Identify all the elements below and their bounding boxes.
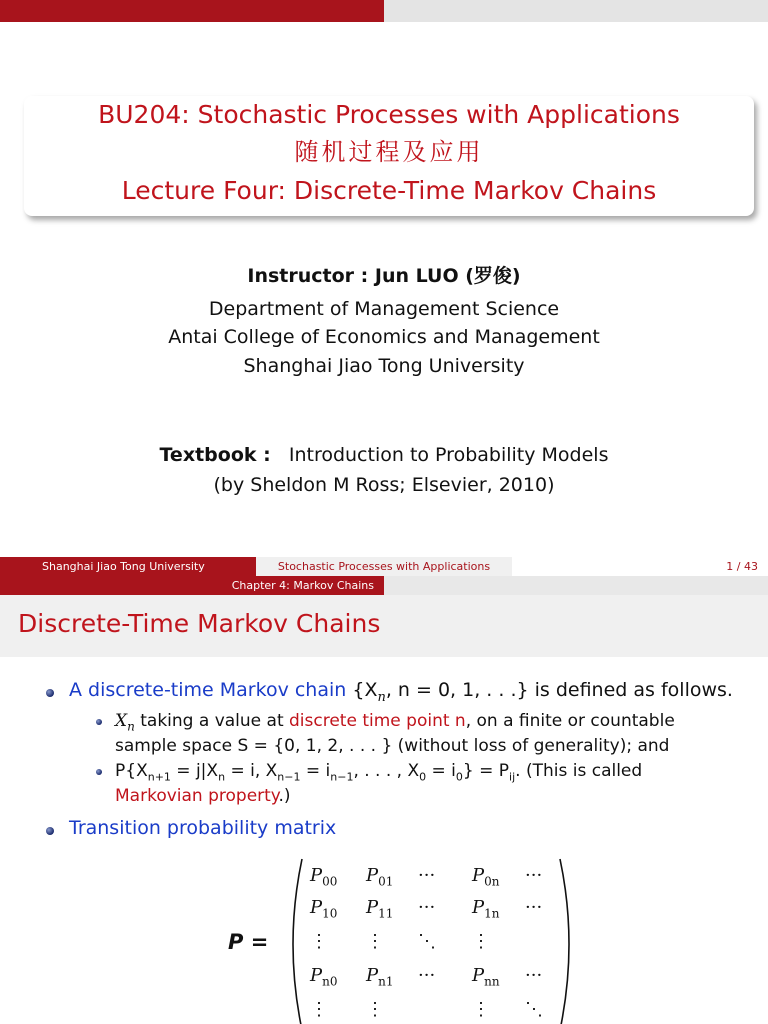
matrix-cell: ⋮ bbox=[472, 999, 490, 1020]
textbook-author: (by Sheldon M Ross; Elsevier, 2010) bbox=[213, 474, 555, 496]
matrix-cell: ⋱ bbox=[525, 999, 543, 1020]
matrix-cell: $P_{n0}$ bbox=[310, 965, 338, 989]
chapter-bar-right bbox=[384, 576, 768, 595]
matrix-cell: $P_{n1}$ bbox=[366, 965, 394, 989]
mp-part: = j|X bbox=[170, 761, 219, 781]
right-paren-icon bbox=[558, 857, 580, 1024]
markovian-property-line bbox=[115, 784, 291, 809]
college: Antai College of Economics and Management bbox=[168, 326, 600, 348]
footer-page-number: 1 / 43 bbox=[512, 557, 768, 576]
matrix-cell: $P_{0n}$ bbox=[472, 865, 500, 889]
chapter-label: Chapter 4: Markov Chains bbox=[231, 579, 374, 592]
sub-bullet-icon bbox=[96, 719, 102, 725]
matrix-cell: ··· bbox=[525, 897, 543, 918]
matrix-cell: ⋮ bbox=[366, 999, 384, 1020]
mp-sub: 0 bbox=[455, 770, 463, 784]
set-open: {X bbox=[352, 679, 378, 701]
sub1-text: taking a value at bbox=[134, 711, 290, 731]
frame-title: Discrete-Time Markov Chains bbox=[18, 609, 381, 638]
set-rest: , n = 0, 1, . . .} is defined as follows. bbox=[385, 679, 733, 701]
sub-bullet-icon bbox=[96, 769, 102, 775]
header-bar-right bbox=[384, 0, 768, 22]
title-box bbox=[24, 96, 754, 216]
left-paren-icon bbox=[282, 857, 304, 1024]
matrix-cell: $P_{11}$ bbox=[366, 897, 394, 921]
mp-part: = i bbox=[300, 761, 331, 781]
bullet-icon bbox=[46, 689, 54, 697]
textbook-title: Introduction to Probability Models bbox=[288, 444, 609, 466]
mp-part: , . . . , X bbox=[353, 761, 420, 781]
bullet-transition-matrix: Transition probability matrix bbox=[69, 817, 337, 839]
footer bbox=[0, 557, 768, 576]
sub1-text-end: , on a finite or countable bbox=[465, 711, 675, 731]
mp-sub: n−1 bbox=[277, 770, 301, 784]
course-title-chinese: 随机过程及应用 bbox=[294, 138, 484, 166]
markovian-property-term: Markovian property bbox=[115, 786, 279, 806]
lecture-title: Lecture Four: Discrete-Time Markov Chains bbox=[121, 176, 657, 205]
xn-subscript: n bbox=[127, 719, 135, 734]
bullet-icon bbox=[46, 827, 54, 835]
markov-chain-term: A discrete-time Markov chain bbox=[69, 679, 347, 701]
content-slide bbox=[0, 557, 768, 1024]
mp-part: . (This is called bbox=[515, 761, 643, 781]
mp-sub: n+1 bbox=[147, 770, 171, 784]
set-subscript: n bbox=[377, 689, 386, 705]
footer-course: Stochastic Processes with Applications bbox=[256, 557, 512, 576]
mp-sub: n bbox=[218, 770, 226, 784]
matrix-cell: $P_{nn}$ bbox=[472, 965, 500, 989]
matrix-cell: ··· bbox=[525, 965, 543, 986]
mp-part: = i bbox=[426, 761, 456, 781]
matrix-cell: ··· bbox=[418, 865, 436, 886]
mp-part: P{X bbox=[115, 761, 148, 781]
matrix-cell: ··· bbox=[418, 965, 436, 986]
footer-university: Shanghai Jiao Tong University bbox=[0, 557, 256, 576]
matrix-cell: $P_{01}$ bbox=[366, 865, 394, 889]
matrix-cell: $P_{1n}$ bbox=[472, 897, 500, 921]
matrix-cell: ⋮ bbox=[366, 931, 384, 952]
bullet-markov-chain bbox=[69, 679, 733, 705]
matrix-cell: ⋮ bbox=[310, 931, 328, 952]
matrix-cell: ··· bbox=[525, 865, 543, 886]
mp-sub: n−1 bbox=[330, 770, 354, 784]
matrix-cell: $P_{10}$ bbox=[310, 897, 338, 921]
mp-sub: 0 bbox=[419, 770, 427, 784]
matrix-cell: ⋱ bbox=[418, 931, 436, 952]
mp-end: .) bbox=[278, 786, 291, 806]
matrix-cell: ⋮ bbox=[310, 999, 328, 1020]
department: Department of Management Science bbox=[208, 298, 560, 320]
matrix-label: P = bbox=[228, 930, 269, 954]
course-title: BU204: Stochastic Processes with Applications bbox=[98, 100, 680, 129]
mp-part: = i, X bbox=[225, 761, 278, 781]
xn-symbol: X bbox=[115, 711, 128, 731]
sub-bullet-state-space-line2: sample space S = {0, 1, 2, . . . } (without loss of generality); and bbox=[115, 736, 670, 756]
instructor: Instructor : Jun LUO (罗俊) bbox=[247, 265, 521, 287]
textbook-line bbox=[0, 444, 768, 466]
matrix-cell: ··· bbox=[418, 897, 436, 918]
discrete-time-point-term: discrete time point n bbox=[289, 711, 466, 731]
matrix-cell: ⋮ bbox=[472, 931, 490, 952]
header-bar-left bbox=[0, 0, 384, 22]
matrix-cell: $P_{00}$ bbox=[310, 865, 338, 889]
university: Shanghai Jiao Tong University bbox=[243, 355, 525, 377]
mp-sub: ij bbox=[509, 770, 516, 784]
textbook-label: Textbook : bbox=[159, 444, 271, 466]
mp-part: } = P bbox=[462, 761, 510, 781]
